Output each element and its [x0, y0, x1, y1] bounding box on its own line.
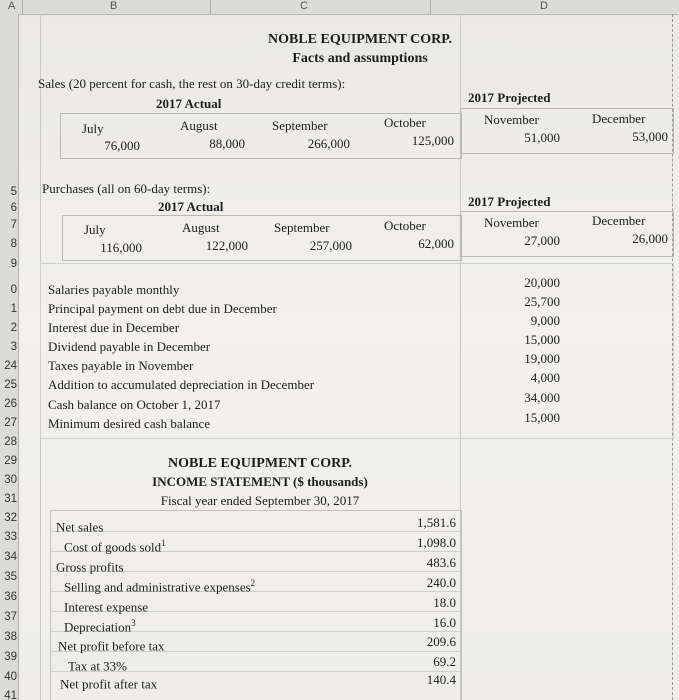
- income-period: Fiscal year ended September 30, 2017: [160, 493, 360, 508]
- assumption-value[interactable]: 9,000: [530, 313, 560, 328]
- income-line-value[interactable]: 483.6: [426, 555, 456, 570]
- row-number[interactable]: 2: [10, 322, 17, 334]
- sales-label: Sales (20 percent for cash, the rest on 30-day credit terms):: [38, 76, 346, 91]
- income-line-value[interactable]: 209.6: [426, 634, 456, 649]
- sales-actual-label: 2017 Actual: [156, 96, 222, 111]
- income-line-label: Gross profits: [56, 559, 124, 575]
- sales-value-november[interactable]: 51,000: [524, 130, 560, 145]
- income-company-title: NOBLE EQUIPMENT CORP.: [168, 456, 352, 471]
- income-line-gross-profits: [56, 555, 124, 575]
- assumption-value[interactable]: 20,000: [524, 275, 560, 290]
- income-line-label: Tax at 33%: [68, 658, 128, 674]
- purchases-value-october[interactable]: 62,000: [418, 236, 454, 251]
- purchases-value-july[interactable]: 116,000: [100, 240, 142, 255]
- column-header-b[interactable]: B: [110, 0, 118, 12]
- assumption-value[interactable]: 34,000: [524, 390, 560, 405]
- sales-projected-label: 2017 Projected: [468, 90, 551, 105]
- purchases-month-december: December: [592, 213, 646, 228]
- row-number[interactable]: 29: [4, 455, 17, 467]
- row-header-bar: [0, 14, 19, 700]
- income-line-pretax: [58, 634, 164, 654]
- purchases-value-december[interactable]: 26,000: [632, 231, 668, 246]
- sales-month-december: December: [592, 111, 646, 126]
- income-line-value[interactable]: 240.0: [426, 575, 456, 590]
- purchases-projected-label: 2017 Projected: [468, 194, 551, 209]
- facts-subtitle: Facts and assumptions: [292, 51, 428, 66]
- grid-line: [50, 531, 460, 532]
- sales-value-august[interactable]: 88,000: [209, 136, 245, 151]
- income-line-label: Net profit before tax: [58, 638, 165, 654]
- income-line-sga: [64, 575, 255, 595]
- assumption-label: Minimum desired cash balance: [48, 416, 211, 431]
- facts-company-title: NOBLE EQUIPMENT CORP.: [268, 32, 452, 47]
- income-line-value[interactable]: 18.0: [433, 595, 456, 610]
- row-number[interactable]: 38: [4, 631, 17, 643]
- footnote-marker: 1: [161, 538, 166, 548]
- footnote-marker: 3: [131, 618, 136, 628]
- row-number[interactable]: 41: [4, 690, 17, 700]
- row-number[interactable]: 3: [10, 341, 17, 353]
- income-statement-title: INCOME STATEMENT ($ thousands): [152, 474, 368, 489]
- row-number[interactable]: 5: [10, 186, 17, 198]
- income-line-value[interactable]: 16.0: [433, 615, 456, 630]
- sales-value-december[interactable]: 53,000: [632, 129, 668, 144]
- income-line-label: Interest expense: [64, 599, 149, 615]
- row-number[interactable]: 8: [10, 238, 17, 250]
- income-line-label: Depreciation: [64, 619, 132, 635]
- column-header-d[interactable]: D: [540, 0, 548, 12]
- row-number[interactable]: 28: [4, 436, 17, 448]
- row-number[interactable]: 26: [4, 398, 17, 410]
- purchases-value-september[interactable]: 257,000: [309, 238, 352, 253]
- assumption-value[interactable]: 25,700: [524, 294, 560, 309]
- assumption-label: Cash balance on October 1, 2017: [48, 397, 221, 412]
- row-number[interactable]: 24: [4, 360, 17, 372]
- income-line-depreciation: [64, 615, 136, 635]
- income-line-cogs: [64, 535, 166, 555]
- row-number[interactable]: 6: [10, 202, 17, 214]
- sales-month-august: August: [180, 118, 218, 133]
- row-number[interactable]: 30: [4, 474, 17, 486]
- assumption-value[interactable]: 15,000: [524, 332, 560, 347]
- purchases-month-october: October: [384, 218, 426, 233]
- row-number[interactable]: 7: [10, 219, 17, 231]
- row-number[interactable]: 37: [4, 611, 17, 623]
- purchases-actual-label: 2017 Actual: [158, 199, 224, 214]
- assumption-label: Addition to accumulated depreciation in December: [48, 377, 315, 392]
- row-number[interactable]: 40: [4, 671, 17, 683]
- income-line-interest: [64, 595, 148, 615]
- row-number[interactable]: 33: [4, 531, 17, 543]
- sales-month-september: September: [272, 118, 328, 133]
- sales-value-september[interactable]: 266,000: [307, 136, 350, 151]
- row-number[interactable]: 0: [10, 284, 17, 296]
- income-line-label: Selling and administrative expenses: [64, 579, 251, 595]
- footnote-marker: 2: [250, 578, 256, 588]
- row-number[interactable]: 25: [4, 379, 17, 391]
- assumption-label: Interest due in December: [48, 320, 180, 335]
- column-header-a[interactable]: A: [8, 0, 16, 12]
- row-number[interactable]: 39: [4, 651, 17, 663]
- income-line-label: Net sales: [56, 519, 104, 535]
- income-line-value[interactable]: 140.4: [426, 672, 456, 687]
- column-header-bar: [0, 0, 679, 15]
- row-number[interactable]: 32: [4, 512, 17, 524]
- row-number[interactable]: 34: [4, 551, 17, 563]
- row-number[interactable]: 31: [4, 493, 17, 505]
- purchases-month-july: July: [84, 222, 106, 237]
- income-line-label: Net profit after tax: [60, 676, 158, 692]
- row-number[interactable]: 9: [10, 258, 17, 270]
- row-number[interactable]: 36: [4, 591, 17, 603]
- sales-value-july[interactable]: 76,000: [104, 138, 140, 153]
- assumption-label: Principal payment on debt due in December: [48, 301, 277, 316]
- sales-month-july: July: [82, 121, 104, 136]
- income-line-net-profit: [60, 672, 157, 692]
- assumption-value[interactable]: 19,000: [524, 351, 560, 366]
- income-line-value[interactable]: 69.2: [433, 654, 456, 669]
- assumption-label: Salaries payable monthly: [48, 282, 180, 297]
- sales-month-november: November: [484, 112, 539, 127]
- income-line-label: Cost of goods sold: [64, 539, 162, 555]
- row-number[interactable]: 35: [4, 571, 17, 583]
- purchases-value-november[interactable]: 27,000: [524, 233, 560, 248]
- assumption-label: Taxes payable in November: [48, 358, 194, 373]
- assumption-value[interactable]: 4,000: [530, 370, 560, 385]
- income-line-value[interactable]: 1,098.0: [417, 535, 456, 550]
- column-header-c[interactable]: C: [300, 0, 308, 12]
- row-number[interactable]: 27: [4, 417, 17, 429]
- income-line-value[interactable]: 1,581.6: [417, 515, 456, 530]
- purchases-month-august: August: [182, 220, 220, 235]
- sales-month-october: October: [384, 115, 426, 130]
- assumption-value[interactable]: 15,000: [524, 410, 560, 425]
- assumption-label: Dividend payable in December: [48, 339, 211, 354]
- purchases-month-september: September: [274, 220, 330, 235]
- income-line-net-sales: [56, 515, 103, 535]
- purchases-month-november: November: [484, 215, 539, 230]
- row-number[interactable]: 1: [10, 303, 17, 315]
- purchases-value-august[interactable]: 122,000: [205, 238, 248, 253]
- purchases-label: Purchases (all on 60-day terms):: [42, 181, 211, 196]
- sales-value-october[interactable]: 125,000: [411, 133, 454, 148]
